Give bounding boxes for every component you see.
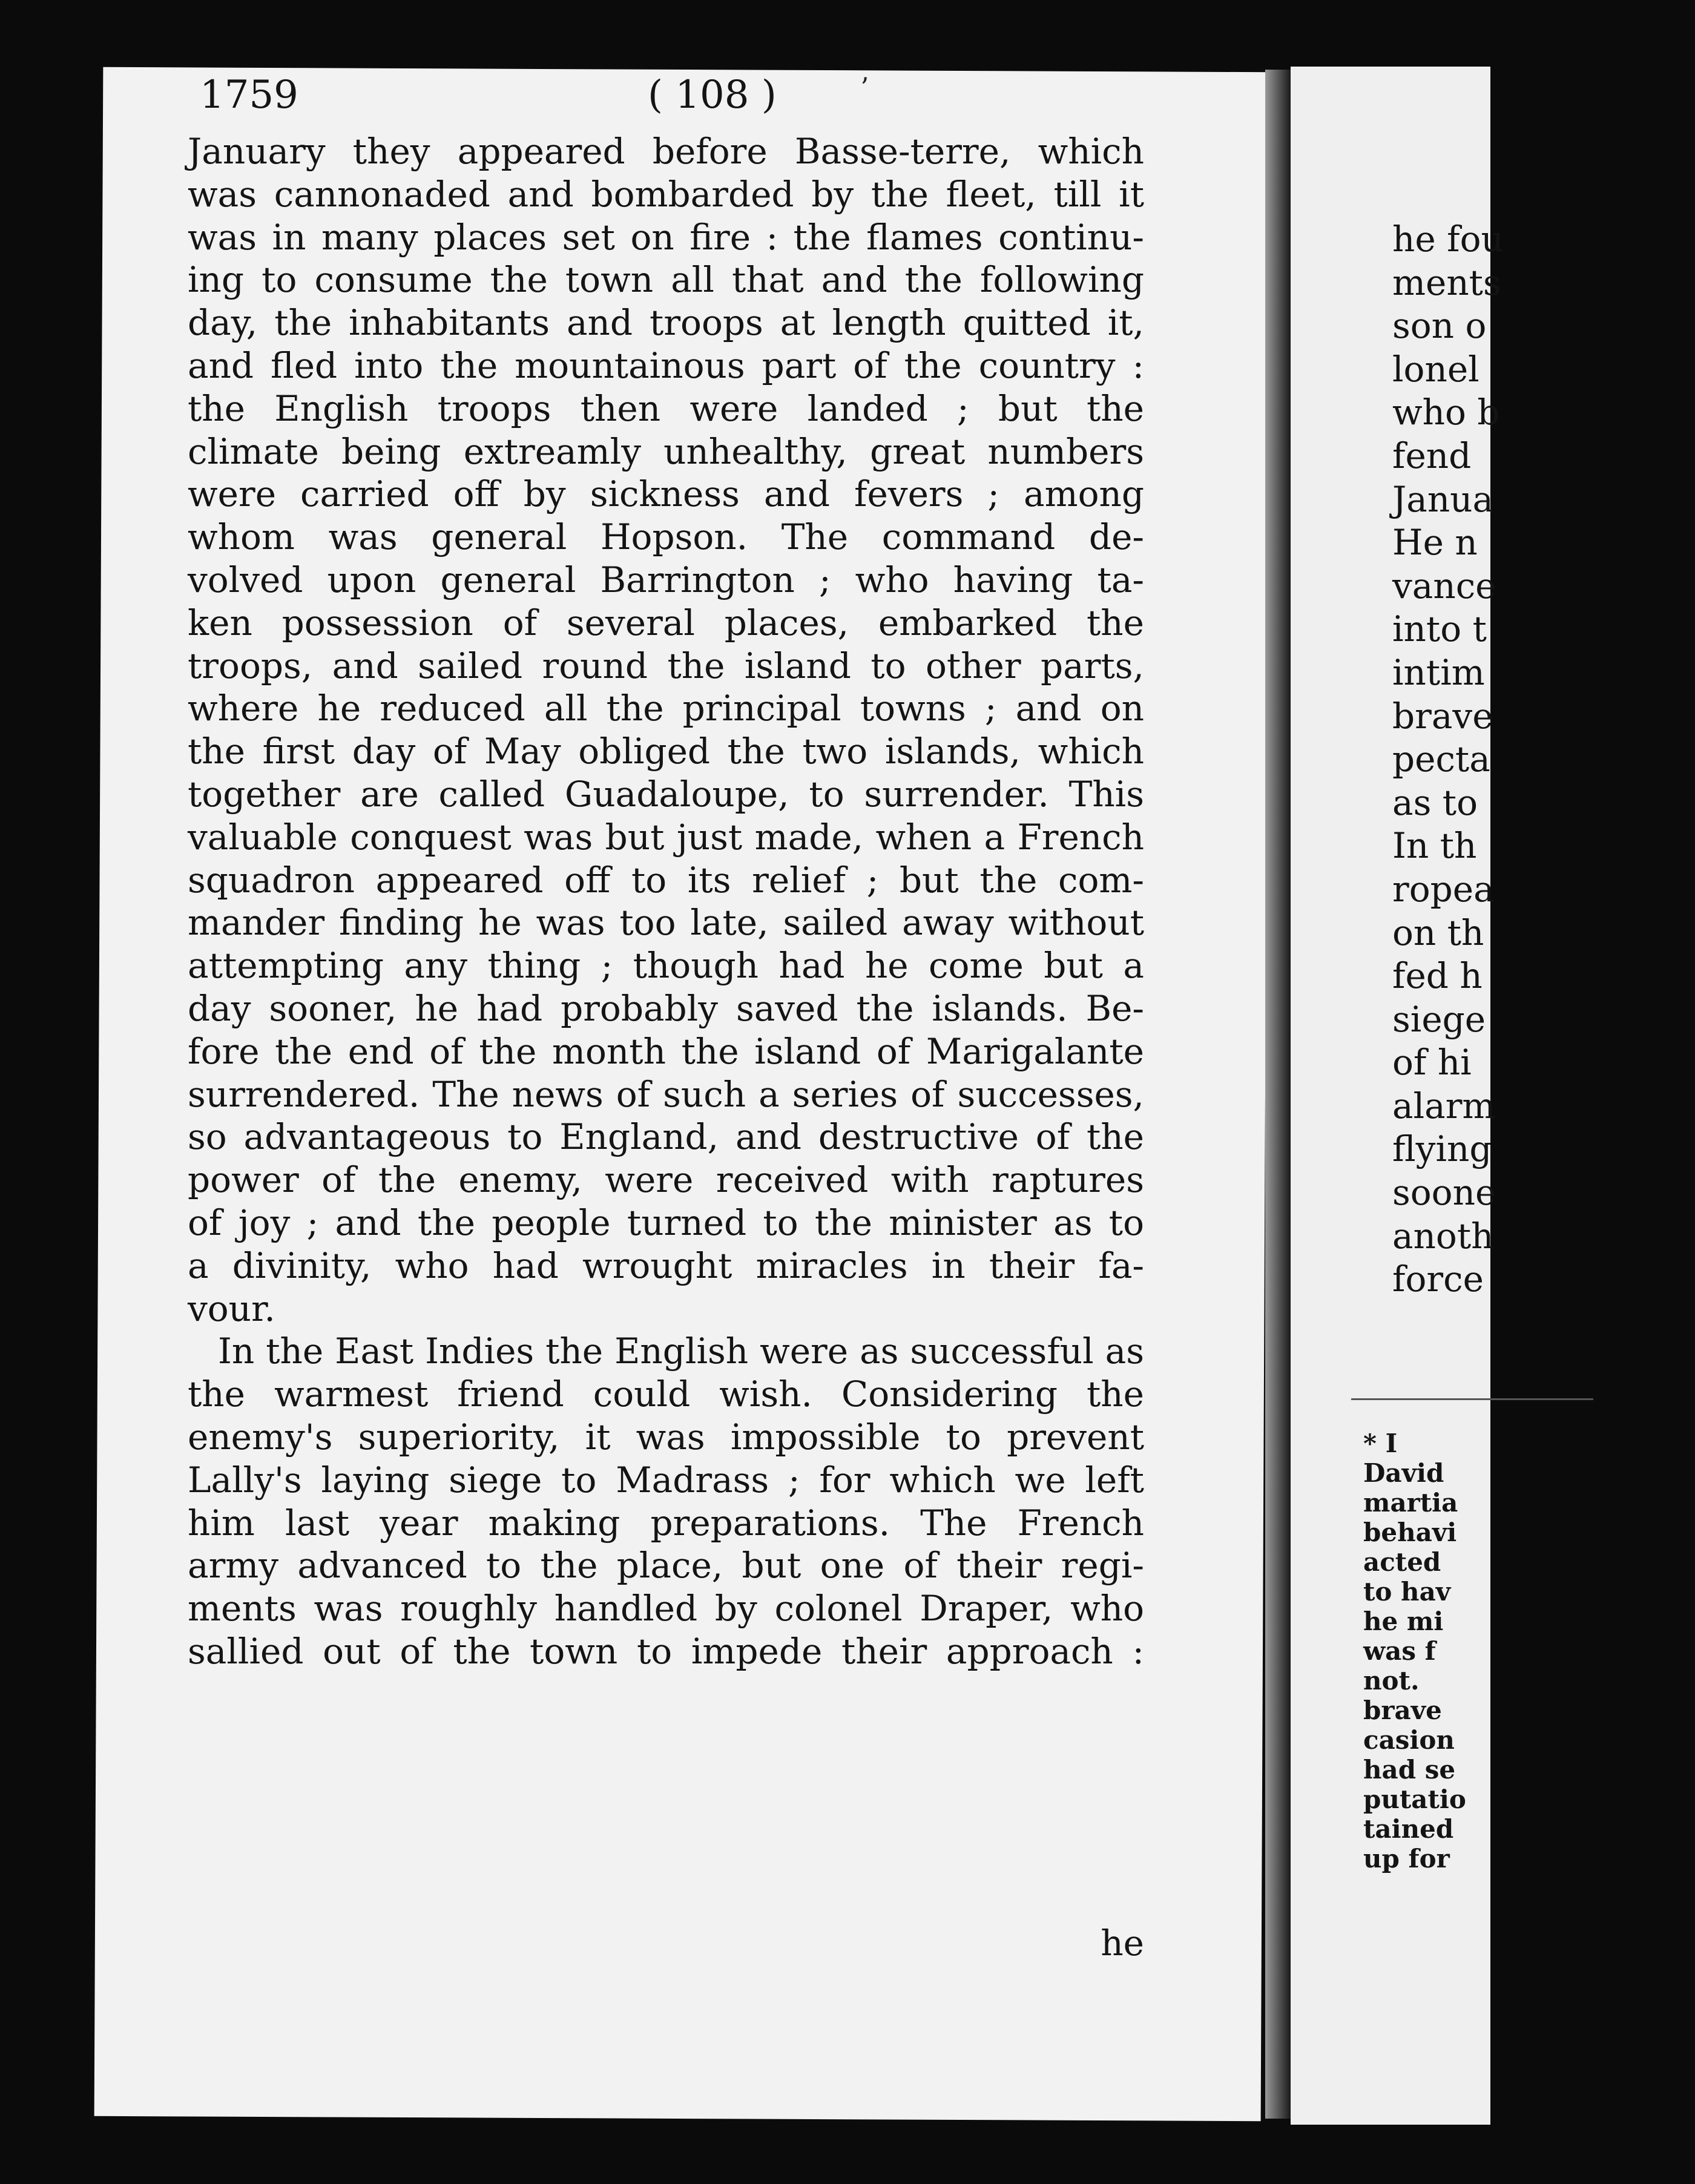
text-line: where he reduced all the principal towns ; and on	[188, 688, 1144, 729]
text-line: sallied out of the town to impede their approach :	[188, 1630, 1144, 1672]
right-text-line: on th	[1392, 912, 1484, 953]
footnote-line: putatio	[1363, 1784, 1466, 1814]
text-line: the English troops then were landed ; but the	[188, 387, 1144, 429]
text-line: ments was roughly handled by colonel Draper, who	[188, 1588, 1144, 1630]
catchword: he	[1101, 1923, 1144, 1964]
text-line: ken possession of several places, embarked the	[188, 602, 1144, 643]
footnote-line: to hav	[1363, 1577, 1451, 1607]
text-line: the warmest friend could wish. Considering the	[188, 1373, 1144, 1415]
text-line: whom was general Hopson. The command de-	[188, 516, 1144, 558]
right-page-footnotes	[1363, 1429, 1666, 1873]
right-text-line: into t	[1392, 608, 1487, 650]
right-text-line: He n	[1392, 522, 1478, 564]
right-text-line: ments	[1392, 261, 1501, 303]
right-text-line: soone	[1392, 1172, 1496, 1214]
text-line: and fled into the mountainous part of the country :	[188, 344, 1144, 386]
right-text-line: as to	[1392, 781, 1478, 823]
footnote-rule	[1351, 1398, 1593, 1400]
right-text-line: vance	[1392, 565, 1496, 607]
text-line: day, the inhabitants and troops at length quitted it,	[188, 302, 1144, 344]
text-line: was cannonaded and bombarded by the fleet, till it	[188, 173, 1144, 215]
right-text-line: flying	[1392, 1128, 1492, 1170]
text-line: vour.	[188, 1288, 275, 1329]
header-year: 1759	[200, 73, 298, 117]
text-line: a divinity, who had wrought miracles in their fa-	[188, 1245, 1144, 1286]
right-text-line: ropea	[1392, 868, 1495, 910]
footnote-line: tained	[1363, 1814, 1454, 1844]
footnote-line: he mi	[1363, 1607, 1444, 1636]
right-text-line: brave	[1392, 695, 1493, 737]
text-line: attempting any thing ; though had he come but a	[188, 945, 1144, 987]
right-text-line: pecta	[1392, 738, 1490, 780]
right-page	[1291, 67, 1504, 2125]
footnote-line: was f	[1363, 1636, 1436, 1666]
right-text-line: Janua	[1392, 478, 1494, 520]
right-text-line: son o	[1392, 305, 1487, 347]
right-text-line: alarm	[1392, 1085, 1496, 1127]
footnote-line: up for	[1363, 1844, 1450, 1873]
text-line: of joy ; and the people turned to the minister as to	[188, 1202, 1144, 1243]
text-line: were carried off by sickness and fevers ; among	[188, 473, 1144, 515]
footnote-line: not.	[1363, 1666, 1420, 1696]
text-line: fore the end of the month the island of Marigalante	[188, 1030, 1144, 1072]
ink-mark: ʼ	[860, 73, 868, 104]
main-text-block	[188, 130, 1144, 1964]
text-line: day sooner, he had probably saved the islands. Be-	[188, 987, 1144, 1029]
footnote-line: martia	[1363, 1488, 1458, 1518]
text-line: enemy's superiority, it was impossible to prevent	[188, 1416, 1144, 1458]
text-line: together are called Guadaloupe, to surrender. This	[188, 773, 1144, 815]
text-line: the first day of May obliged the two islands, which	[188, 731, 1144, 772]
text-line: army advanced to the place, but one of their regi-	[188, 1545, 1144, 1587]
right-text-line: he fou	[1392, 219, 1504, 260]
right-text-line: force	[1392, 1258, 1484, 1300]
footnote-line: behavi	[1363, 1518, 1457, 1547]
right-page-text	[1392, 218, 1695, 1301]
footnote-line: acted	[1363, 1547, 1441, 1577]
right-text-line: anoth	[1392, 1215, 1494, 1257]
right-text-line: fed h	[1392, 955, 1483, 997]
text-line: January they appeared before Basse-terre, which	[188, 131, 1144, 172]
text-line: In the East Indies the English were as successful as	[218, 1330, 1144, 1372]
text-line: squadron appeared off to its relief ; but the com-	[188, 859, 1144, 901]
text-line: volved upon general Barrington ; who having ta-	[188, 559, 1144, 600]
text-line: troops, and sailed round the island to other parts,	[188, 645, 1144, 686]
footnote-line: David	[1363, 1458, 1444, 1488]
text-line: Lally's laying siege to Madrass ; for which we left	[188, 1459, 1144, 1501]
text-line: climate being extreamly unhealthy, great numbers	[188, 430, 1144, 472]
right-text-line: fend	[1392, 435, 1472, 476]
right-text-line: of hi	[1392, 1042, 1472, 1084]
right-text-line: who b	[1392, 392, 1500, 433]
text-line: him last year making preparations. The French	[188, 1502, 1144, 1544]
running-head	[200, 73, 1144, 127]
footnote-line: brave	[1363, 1696, 1442, 1725]
text-line: was in many places set on fire : the flames continu-	[188, 216, 1144, 258]
text-line: mander finding he was too late, sailed away without	[188, 902, 1144, 944]
text-line: surrendered. The news of such a series of successes,	[188, 1073, 1144, 1115]
right-text-line: siege	[1392, 998, 1486, 1040]
right-text-line: lonel	[1392, 348, 1479, 390]
text-line: power of the enemy, were received with raptures	[188, 1159, 1144, 1201]
text-line: so advantageous to England, and destructive of the	[188, 1116, 1144, 1158]
text-line: valuable conquest was but just made, when a French	[188, 816, 1144, 858]
right-text-line: intim	[1392, 651, 1485, 693]
footnote-line: had se	[1363, 1755, 1456, 1784]
footnote-line: casion	[1363, 1725, 1455, 1755]
page-number: ( 108 )	[648, 73, 777, 117]
right-text-line: In th	[1392, 825, 1477, 867]
book-gutter	[1265, 70, 1291, 2119]
footnote-line: * I	[1363, 1429, 1398, 1458]
text-line: ing to consume the town all that and the following	[188, 259, 1144, 301]
